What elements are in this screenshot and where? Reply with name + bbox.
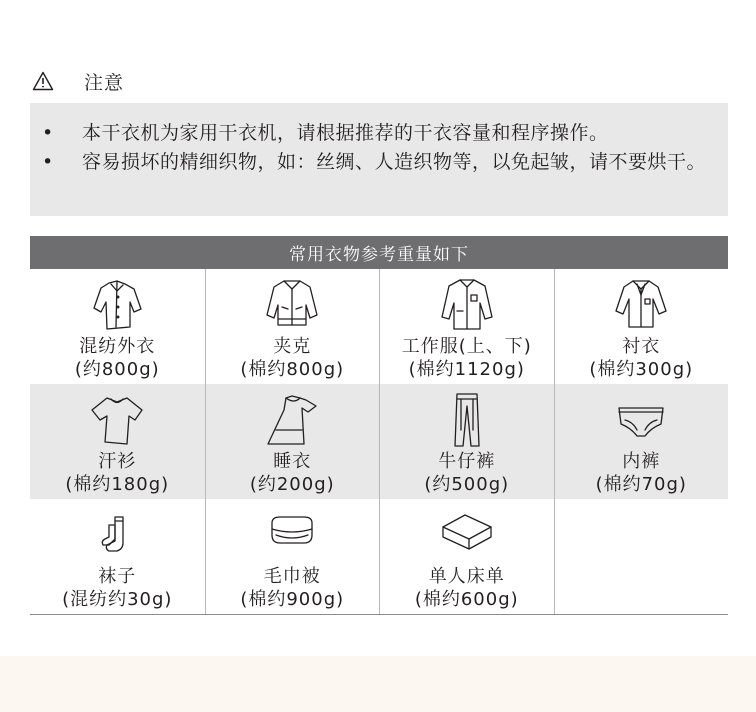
item-name: 工作服(上、下) xyxy=(401,336,532,357)
t-shirt-icon xyxy=(87,390,147,450)
table-row xyxy=(30,499,728,614)
jeans-icon xyxy=(437,390,497,450)
shirt-icon xyxy=(87,275,147,335)
bed-sheet-icon xyxy=(437,505,497,565)
item-weight: (棉约1120g) xyxy=(408,359,525,380)
workwear-icon xyxy=(437,275,497,335)
table-cell xyxy=(205,499,380,614)
caution-heading xyxy=(32,66,124,96)
underwear-icon xyxy=(611,390,671,450)
footer-band xyxy=(0,656,756,712)
table-row xyxy=(30,269,728,384)
table-cell xyxy=(379,384,554,499)
item-weight: (棉约300g) xyxy=(589,359,694,380)
table-cell xyxy=(30,269,205,384)
item-weight: (约200g) xyxy=(249,474,335,495)
item-name: 单人床单 xyxy=(428,566,505,587)
table-cell xyxy=(554,269,729,384)
item-name: 衬衣 xyxy=(622,336,661,357)
item-weight: (棉约900g) xyxy=(240,589,345,610)
table-row xyxy=(30,384,728,499)
note-item: • 本干衣机为家用干衣机，请根据推荐的干衣容量和程序操作。 xyxy=(42,122,609,144)
socks-icon xyxy=(87,505,147,565)
caution-title: 注意 xyxy=(84,71,125,94)
table-header: 常用衣物参考重量如下 xyxy=(30,236,728,269)
laundry-weight-table xyxy=(30,236,728,615)
table-bottom-rule xyxy=(30,614,728,615)
item-weight: (约800g) xyxy=(74,359,160,380)
item-weight: (棉约600g) xyxy=(414,589,519,610)
table-cell xyxy=(30,384,205,499)
dress-shirt-icon xyxy=(611,275,671,335)
table-cell xyxy=(30,499,205,614)
item-name: 袜子 xyxy=(98,566,137,587)
nightgown-icon xyxy=(262,390,322,450)
item-weight: (棉约70g) xyxy=(595,474,687,495)
item-weight: (棉约180g) xyxy=(65,474,170,495)
item-weight: (约500g) xyxy=(424,474,510,495)
table-cell xyxy=(379,499,554,614)
item-name: 牛仔裤 xyxy=(438,451,496,472)
table-cell xyxy=(205,384,380,499)
table-cell xyxy=(205,269,380,384)
jacket-icon xyxy=(262,275,322,335)
item-name: 夹克 xyxy=(273,336,312,357)
item-name: 内裤 xyxy=(622,451,661,472)
table-cell-empty xyxy=(554,499,729,614)
notes-box xyxy=(30,103,728,216)
item-name: 混纺外衣 xyxy=(79,336,156,357)
table-cell xyxy=(554,384,729,499)
item-weight: (棉约800g) xyxy=(240,359,345,380)
item-name: 汗衫 xyxy=(98,451,137,472)
note-item: • 容易损坏的精细织物，如：丝绸、人造织物等，以免起皱，请不要烘干。 xyxy=(42,151,707,173)
warning-triangle-icon xyxy=(32,71,54,91)
towel-blanket-icon xyxy=(262,505,322,565)
item-weight: (混纺约30g) xyxy=(62,589,173,610)
item-name: 毛巾被 xyxy=(263,566,321,587)
item-name: 睡衣 xyxy=(273,451,312,472)
table-cell xyxy=(379,269,554,384)
